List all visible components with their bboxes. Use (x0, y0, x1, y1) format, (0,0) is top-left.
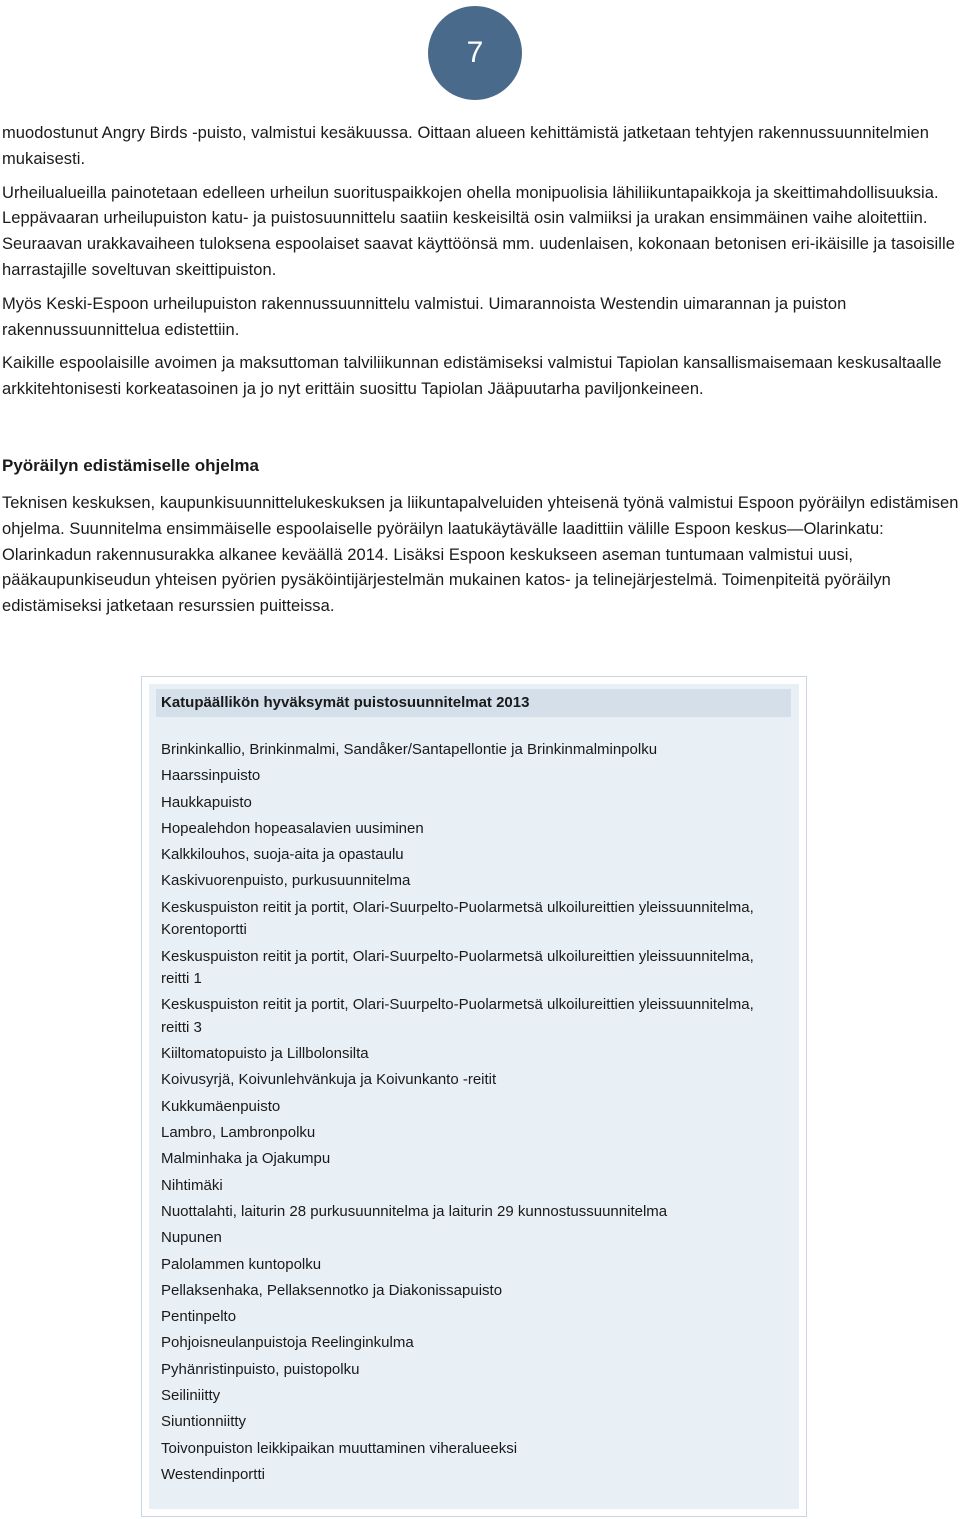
list-item: Seiliniitty (161, 1387, 221, 1405)
page-number-badge (428, 6, 522, 100)
list-item: Pyhänristinpuisto, puistopolku (161, 1360, 360, 1378)
paragraph-sports-areas: Urheilualueilla painotetaan edelleen urheilun suorituspaikkojen ohella monipuolisia lähiliikuntapaikkoja ja skeittimahdollisuuksia. Leppävaaran urheilupuiston katu- ja puistosuunnittelu saatiin keskeisiltä osin valmiiksi ja urakan ensimmäinen vaihe aloitettiin. Seuraavan urakkavaiheen tuloksena espoolaiset saavat käyttöönsä mm. uudenlaisen, kokonaan betonisen eri-ikäisille ja tasoisille harrastajille soveltuvan skeittipuiston. (2, 183, 955, 279)
list-item: Palolammen kuntopolku (161, 1255, 322, 1273)
list-item: Brinkinkallio, Brinkinmalmi, Sandåker/Santapellontie ja Brinkinmalminpolku (161, 741, 658, 758)
list-item: Hopealehdon hopeasalavien uusiminen (161, 819, 424, 837)
list-item: Pentinpelto (161, 1308, 237, 1326)
list-item: Nuottalahti, laiturin 28 purkusuunnitelma ja laiturin 29 kunnostussuunnitelma (161, 1202, 668, 1220)
list-item: Keskuspuiston reitit ja portit, Olari-Suurpelto-Puolarmetsä ulkoilureittien yleissuunnitelma, reitti 1 (161, 947, 754, 988)
paragraph-winter-sports: Kaikille espoolaisille avoimen ja maksuttoman talviliikunnan edistämiseksi valmistui Tapiolan kansallismaisemaan keskusaltaalle arkkitehtonisesti korkeatasoinen ja jo nyt erittäin suosittu Tapiolan Jääpuutarha paviljonkeineen. (2, 354, 942, 399)
paragraph-cycling: Teknisen keskuksen, kaupunkisuunnittelukeskuksen ja liikuntapalveluiden yhteisenä työnä valmistui Espoon pyöräilyn edistämisen ohjelma. Suunnitelma ensimmäiselle espoolaiselle pyöräilyn laatukäytävälle laadittiin välille Espoon keskus—Olarinkatu: Olarinkadun rakennusurakka alkanee keväällä 2014. Lisäksi Espoon keskukseen aseman tuntumaan valmistui uusi, pääkaupunkiseudun yhteisen pyörien pysäköintijärjestelmän mukainen katos- ja telinejärjestelmä. Toimenpiteitä pyöräilyn edistämiseksi jatketaan resurssien puitteissa. (2, 493, 959, 616)
list-item: Nihtimäki (161, 1176, 223, 1194)
park-plans-table-header (156, 689, 791, 717)
park-plans-table (141, 676, 807, 1517)
page-number: 7 (466, 36, 484, 69)
list-item: Haarssinpuisto (161, 767, 261, 785)
list-item: Kiiltomatopuisto ja Lillbolonsilta (161, 1045, 369, 1063)
list-item: Koivusyrjä, Koivunlehvänkuja ja Koivunkanto -reitit (161, 1071, 497, 1089)
list-item: Pellaksenhaka, Pellaksennotko ja Diakonissapuisto (161, 1281, 503, 1299)
list-item: Haukkapuisto (161, 793, 252, 811)
list-item: Kaskivuorenpuisto, purkusuunnitelma (161, 872, 411, 890)
paragraph-parks-intro: muodostunut Angry Birds -puisto, valmistui kesäkuussa. Oittaan alueen kehittämistä jatketaan tehtyjen rakennussuunnitelmien mukaisesti. (2, 124, 929, 168)
list-item: Lambro, Lambronpolku (161, 1124, 316, 1142)
list-item: Malminhaka ja Ojakumpu (161, 1150, 331, 1168)
list-item: Keskuspuiston reitit ja portit, Olari-Suurpelto-Puolarmetsä ulkoilureittien yleissuunnitelma, reitti 3 (161, 996, 754, 1036)
list-item: Keskuspuiston reitit ja portit, Olari-Suurpelto-Puolarmetsä ulkoilureittien yleissuunnitelma, Korentoportti (161, 898, 754, 939)
list-item: Pohjoisneulanpuistoja Reelinginkulma (161, 1334, 414, 1352)
list-item: Toivonpuiston leikkipaikan muuttaminen viheralueeksi (161, 1439, 518, 1457)
list-item: Westendinportti (161, 1465, 265, 1483)
document-body (2, 121, 960, 620)
park-plans-list (161, 739, 779, 1490)
paragraph-keski-espoo: Myös Keski-Espoon urheilupuiston rakennussuunnittelu valmistui. Uimarannoista Westendin uimarannan ja puiston rakennussuunnittelua edistettiin. (2, 294, 847, 339)
park-plans-table-title: Katupäällikön hyväksymät puistosuunnitelmat 2013 (161, 694, 530, 711)
list-item: Siuntionniitty (161, 1413, 247, 1431)
list-item: Nupunen (161, 1229, 222, 1247)
list-item: Kalkkilouhos, suoja-aita ja opastaulu (161, 846, 404, 864)
list-item: Kukkumäenpuisto (161, 1097, 281, 1115)
section-heading-cycling: Pyöräilyn edistämiselle ohjelma (2, 455, 260, 475)
park-plans-table-body (149, 684, 799, 1509)
